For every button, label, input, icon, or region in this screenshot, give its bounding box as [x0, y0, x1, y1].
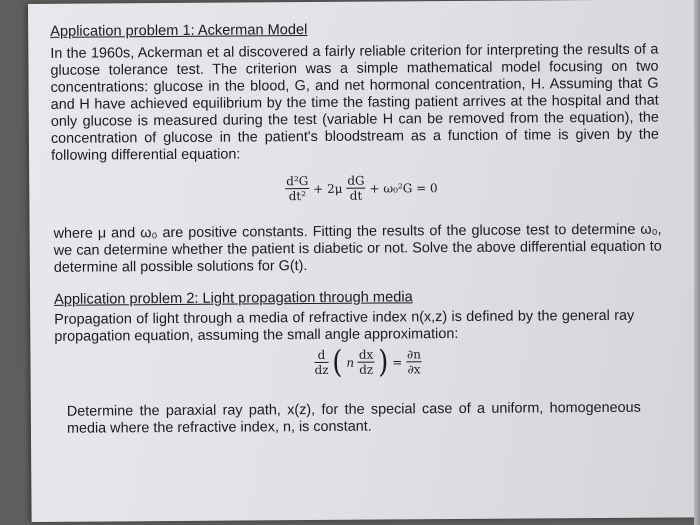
- problem1-equation: $\frac{\text{d²G}}{\text{dt²}}$ + 2μ $\frac{dG}{dt}$ + ω₀²G = 0: [286, 173, 438, 204]
- dx-dz-fraction: $\frac{dx}{dz}$: [358, 347, 374, 377]
- problem2-heading: Application problem 2: Light propagation through media: [54, 289, 413, 308]
- first-derivative-fraction: $\frac{dG}{dt}$: [347, 173, 365, 203]
- problem2-after: Determine the paraxial ray path, x(z), for the special case of a uniform, homogeneous media where the refractive index, n, is constant.: [66, 399, 641, 437]
- document-page: [28, 0, 700, 522]
- problem1-heading: Application problem 1: Ackerman Model: [50, 22, 308, 40]
- page-edge: [694, 0, 700, 525]
- partial-n-partial-x-fraction: $\frac{\partial n}{\partial x}$: [406, 347, 421, 377]
- problem1-paragraph: In the 1960s, Ackerman et al discovered a fairly reliable criterion for interpreting the results of a glucose tolerance test. The criterion was a simple mathematical model focusing on two concentrations: glucose in the blood, G, and net hormonal concentration, H. Assuming that G and H have achieved equilibrium by the time the fasting patient arrives at the hospital and that only glucose is measured during the test (variable H can be removed from the equation), the concentration of glucose in the patient's bloodstream as a function of time is given by the following differential equation:: [50, 41, 659, 164]
- problem2-equation: $\frac{d}{dz}$ ( n $\frac{dx}{dz}$ ) = $\frac{\partial n}{\partial x}$: [314, 343, 421, 381]
- problem1-after: where μ and ω₀ are positive constants. Fitting the results of the glucose test to determine ω₀, we can determine whether the patient is diabetic or not. Solve the above differential equation to determine all possible solutions for G(t).: [53, 221, 662, 276]
- second-derivative-fraction: $\frac{\text{d²G}}{\text{dt²}}$: [286, 174, 309, 204]
- d-dz-fraction: $\frac{d}{dz}$: [314, 347, 329, 378]
- problem2-paragraph: Propagation of light through a media of refractive index n(x,z) is defined by the general ray propagation equation, assuming the small angle approximation:: [54, 307, 635, 345]
